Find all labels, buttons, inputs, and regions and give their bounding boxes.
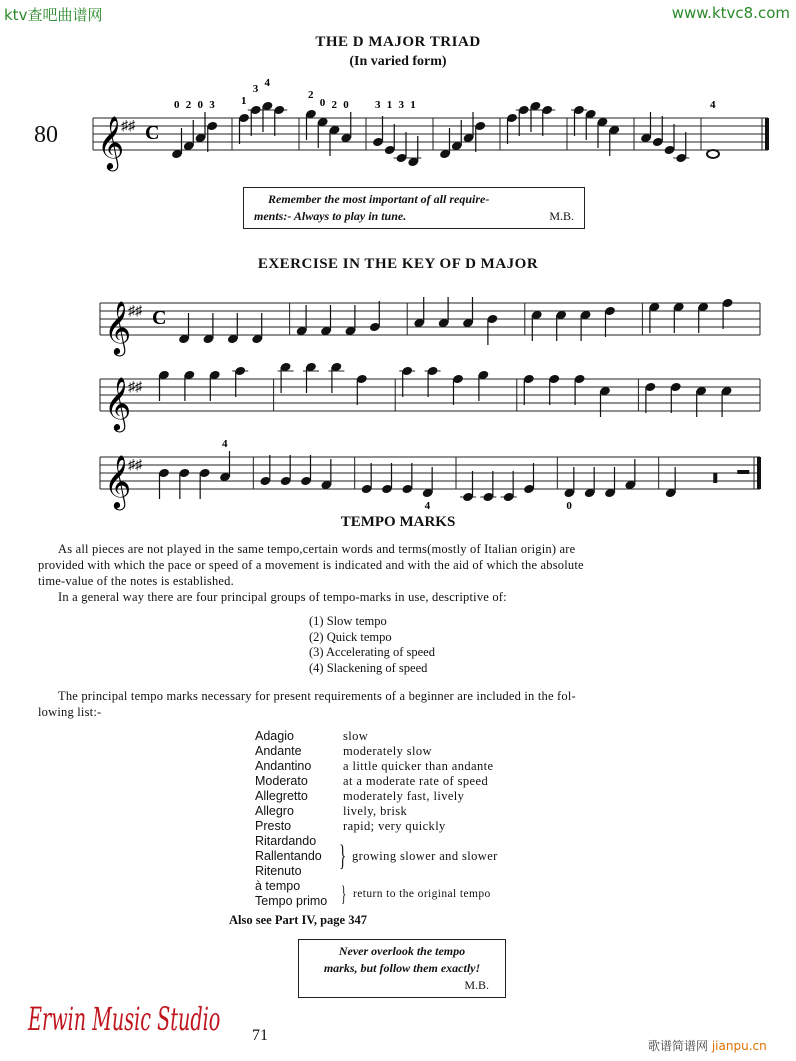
- brace-return: }: [341, 881, 347, 906]
- term: Andantino: [255, 759, 312, 773]
- intro-paragraph: [38, 541, 788, 605]
- staff-3: [100, 362, 760, 432]
- definition: a little quicker than andante: [343, 759, 494, 773]
- watermark-bottom-right: [648, 1037, 767, 1054]
- para-line: provided with which the pace or speed of a movement is indicated and with the aid of which the absolute: [38, 558, 584, 572]
- fingering-number: 0: [174, 99, 180, 111]
- treble-clef-icon: 𝄞: [104, 302, 132, 353]
- brace-slower: }: [339, 839, 347, 872]
- remember-box: [243, 187, 585, 229]
- remember-line-2: ments:- Always to play in tune.: [254, 209, 407, 223]
- term: Rallentando: [255, 849, 322, 863]
- fingering-number: 4: [424, 500, 431, 512]
- term: Andante: [255, 744, 302, 758]
- group-item: (4) Slackening of speed: [309, 660, 428, 675]
- fingering-number: 3: [398, 99, 404, 111]
- quarter-rest-icon: [713, 473, 717, 483]
- term: à tempo: [255, 879, 301, 893]
- treble-clef-icon: 𝄞: [97, 117, 125, 168]
- tempo-definitions: [343, 729, 493, 834]
- fingering-number: 2: [331, 99, 337, 111]
- common-time-icon: C: [145, 122, 160, 144]
- para-line: As all pieces are not played in the same tempo,certain words and terms(mostly of Italian origin) are: [58, 542, 576, 556]
- fingering-number: 0: [319, 97, 326, 109]
- common-time-icon: C: [152, 307, 167, 329]
- term: Allegretto: [255, 789, 308, 803]
- term: Allegro: [255, 804, 294, 818]
- definition: rapid; very quickly: [343, 819, 446, 833]
- tempo-box-signature: M.B.: [464, 978, 489, 992]
- erwin-music-studio-logo: Erwin Music Studio: [28, 1000, 221, 1038]
- fingering-number: 2: [308, 89, 314, 101]
- tempo-marks-title: TEMPO MARKS: [340, 514, 456, 530]
- fingering-number: 3: [252, 83, 259, 95]
- term: Moderato: [255, 774, 308, 788]
- staff-1: [93, 77, 769, 171]
- tempo-groups-list: [309, 614, 435, 676]
- key-signature-sharps: ♯♯: [128, 304, 142, 319]
- definition-slower: growing slower and slower: [352, 849, 498, 863]
- fingering-number: 4: [264, 77, 270, 89]
- definition: moderately slow: [343, 744, 432, 758]
- fingering-number: 4: [222, 438, 228, 450]
- final-bar-thick: [765, 118, 769, 150]
- group-item: (3) Accelerating of speed: [309, 645, 435, 659]
- tempo-terms: [255, 729, 327, 909]
- fingering-number: 1: [410, 99, 416, 111]
- exercise-title: EXERCISE IN THE KEY OF D MAJOR: [257, 256, 539, 272]
- list-intro: [38, 688, 788, 720]
- fingering-number: 1: [241, 95, 247, 107]
- group-item: (2) Quick tempo: [309, 629, 392, 644]
- watermark-site: jianpu.cn: [711, 1039, 767, 1053]
- final-bar-thick: [757, 457, 761, 489]
- fingering-number: 2: [185, 99, 192, 111]
- definition-return: return to the original tempo: [353, 888, 491, 900]
- watermark-top-right: www.ktvc8.com: [671, 4, 790, 22]
- tempo-box: [298, 939, 506, 998]
- fingering-number: 1: [386, 99, 393, 111]
- key-signature-sharps: ♯♯: [128, 380, 142, 395]
- group-item: (1) Slow tempo: [309, 614, 387, 628]
- fingering-number: 3: [375, 99, 381, 111]
- definition: moderately fast, lively: [343, 789, 465, 803]
- triad-title: THE D MAJOR TRIAD: [315, 34, 481, 50]
- key-signature-sharps: ♯♯: [128, 458, 142, 473]
- term: Ritardando: [255, 834, 317, 848]
- para-line: time-value of the notes is established.: [38, 574, 234, 588]
- watermark-top-left: ktv查吧曲谱网: [4, 6, 103, 24]
- para-line: The principal tempo marks necessary for present requirements of a beginner are included in the fol-: [58, 689, 576, 703]
- exercise-number: 80: [34, 122, 58, 148]
- watermark-cn: 歌谱简谱网: [648, 1039, 709, 1053]
- fingering-number: 0: [343, 99, 349, 111]
- definition: lively, brisk: [343, 804, 408, 818]
- treble-clef-icon: 𝄞: [104, 378, 132, 429]
- para-line: In a general way there are four principal groups of tempo-marks in use, descriptive of:: [58, 590, 507, 604]
- whole-note: [707, 150, 719, 158]
- tempo-box-line-1: Never overlook the tempo: [338, 944, 466, 958]
- staff-4: [100, 438, 761, 512]
- fingering-number: 0: [566, 500, 572, 512]
- treble-clef-icon: 𝄞: [104, 456, 132, 507]
- term: Adagio: [255, 729, 294, 743]
- staff-2: [100, 297, 760, 356]
- remember-line-1: Remember the most important of all require-: [268, 192, 490, 206]
- fingering-number: 0: [197, 99, 203, 111]
- page-number: 71: [252, 1027, 268, 1044]
- definition: slow: [343, 729, 369, 743]
- half-rest-icon: [737, 470, 749, 474]
- term: Tempo primo: [255, 894, 328, 908]
- also-see-note: Also see Part IV, page 347: [229, 913, 367, 927]
- key-signature-sharps: ♯♯: [121, 119, 135, 134]
- term: Ritenuto: [255, 864, 302, 878]
- fingering-number: 3: [209, 99, 215, 111]
- definition: at a moderate rate of speed: [343, 774, 489, 788]
- para-line: lowing list:-: [38, 705, 102, 719]
- tempo-box-line-2: marks, but follow them exactly!: [323, 961, 481, 975]
- term: Presto: [255, 819, 292, 833]
- triad-subtitle: (In varied form): [349, 54, 447, 69]
- remember-signature: M.B.: [549, 209, 574, 223]
- fingering-number: 4: [710, 99, 716, 111]
